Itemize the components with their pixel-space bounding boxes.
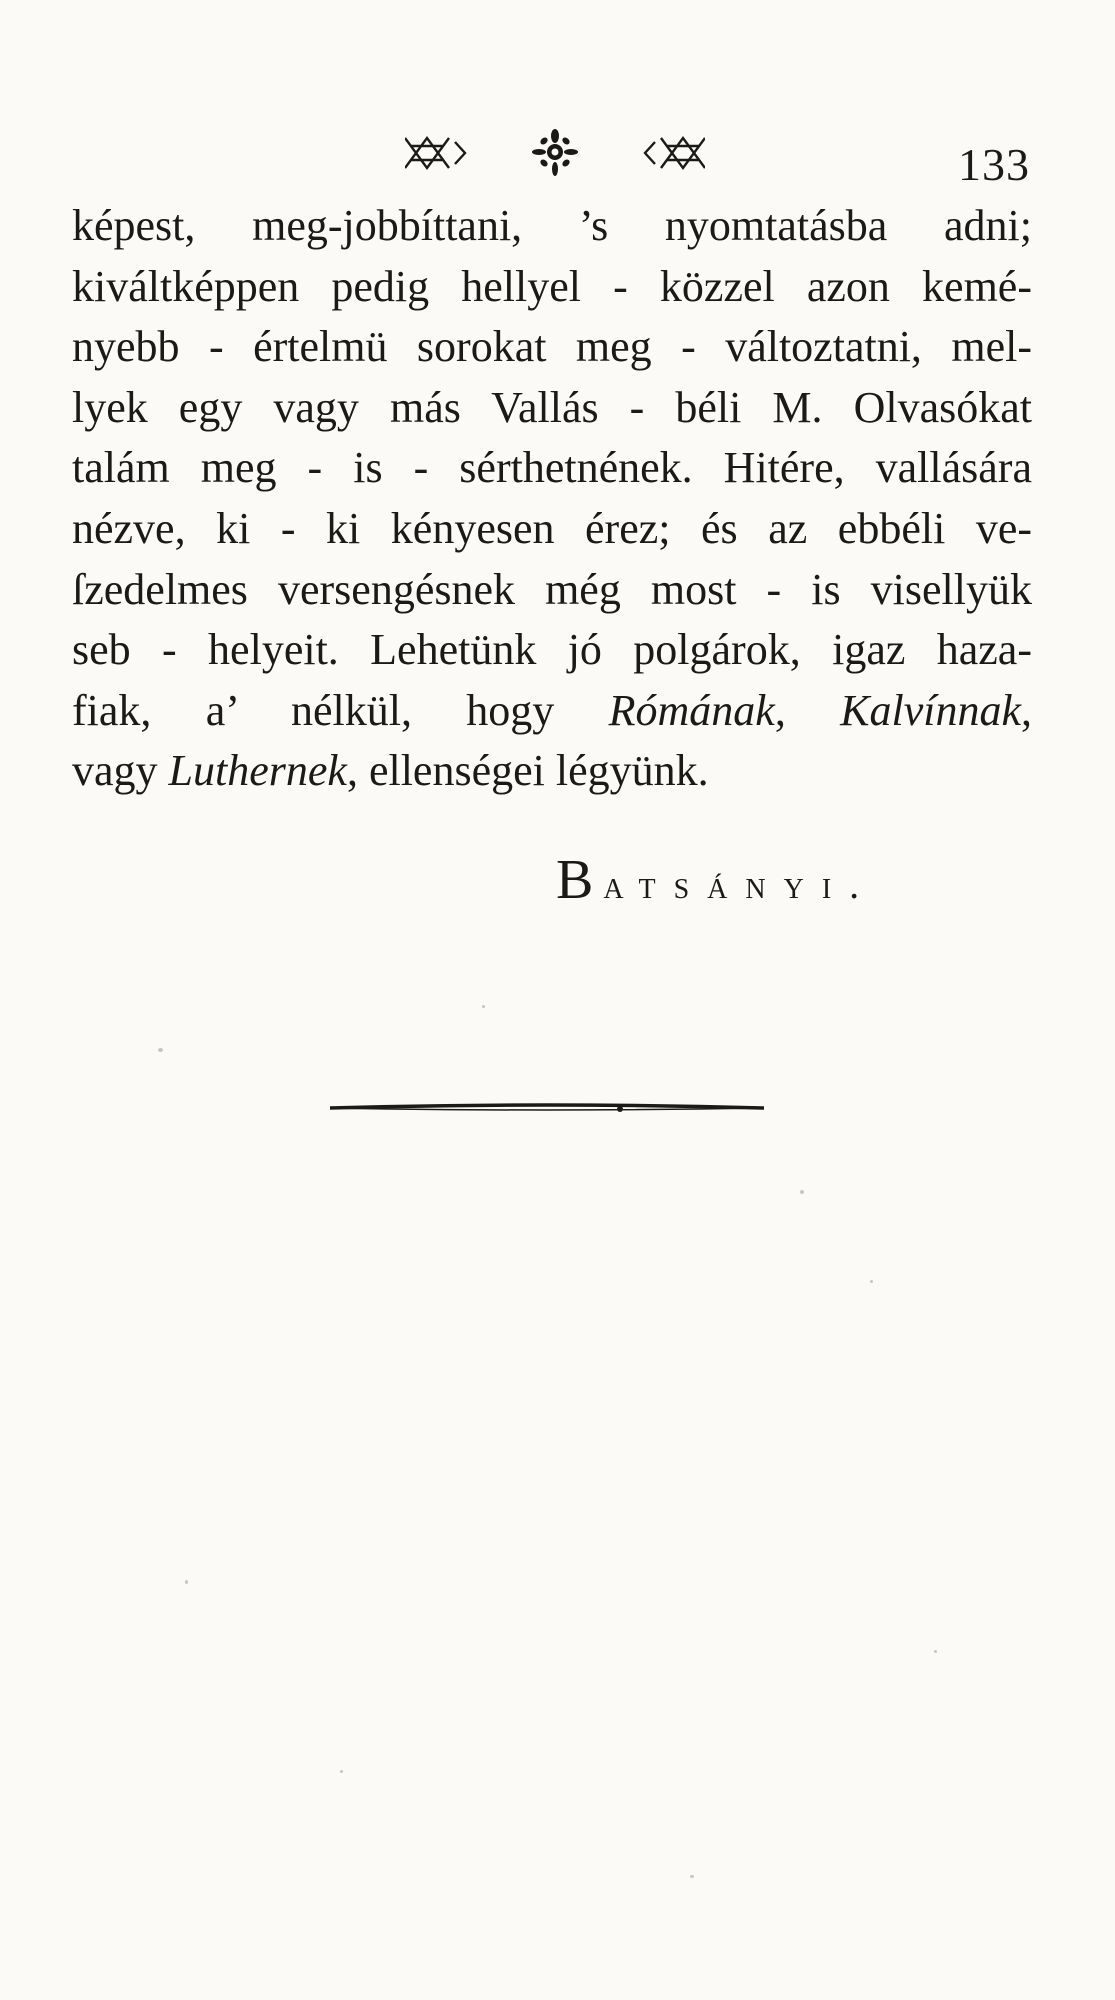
paper-speck	[158, 1048, 163, 1052]
text-segment: ,	[1021, 685, 1032, 735]
body-text	[72, 196, 1032, 802]
text-line: talám meg - is - sérthetnének. Hitére, vallására	[72, 443, 1032, 493]
paper-speck	[934, 1650, 937, 1653]
author-signature	[556, 848, 877, 912]
text-line: ſzedelmes versengésnek még most - is visellyük	[72, 564, 1032, 614]
text-line	[72, 741, 1032, 802]
text-segment: ,	[774, 685, 841, 735]
text-line: lyek egy vagy más Vallás - béli M. Olvasókat	[72, 382, 1032, 432]
italic-name-kalvinnak: Kalvínnak	[840, 685, 1021, 735]
text-segment: vagy	[72, 746, 169, 796]
paper-speck	[482, 1005, 485, 1008]
italic-name-luthernek: Luthernek	[168, 746, 347, 796]
fleuron-ornament-icon	[405, 128, 705, 178]
signature-initial: B	[556, 849, 604, 911]
text-line: kiváltképpen pedig hellyel - közzel azon kemé-	[72, 261, 1032, 311]
paper-speck	[870, 1280, 873, 1283]
closing-rule-divider	[330, 1096, 764, 1120]
text-line: nyebb - értelmü sorokat meg - változtatni, mel-	[72, 322, 1032, 372]
paper-speck	[800, 1190, 804, 1194]
paper-speck	[690, 1875, 694, 1878]
paper-speck	[340, 1770, 343, 1773]
text-segment: fiak, a’ nélkül, hogy	[72, 685, 609, 735]
page-header	[0, 128, 1115, 188]
text-line: seb - helyeit. Lehetünk jó polgárok, igaz haza-	[72, 625, 1032, 675]
text-line: képest, meg-jobbíttani, ’s nyomtatásba adni;	[72, 201, 1032, 250]
text-line: nézve, ki - ki kényesen érez; és az ebbéli ve-	[72, 503, 1032, 553]
text-line	[72, 681, 1032, 742]
signature-rest: atsányi.	[603, 862, 878, 907]
text-segment: , ellenségei légyünk.	[346, 746, 709, 796]
italic-name-romanak: Rómának	[608, 685, 775, 735]
paper-speck	[185, 1580, 188, 1584]
page-number: 133	[958, 139, 1030, 190]
